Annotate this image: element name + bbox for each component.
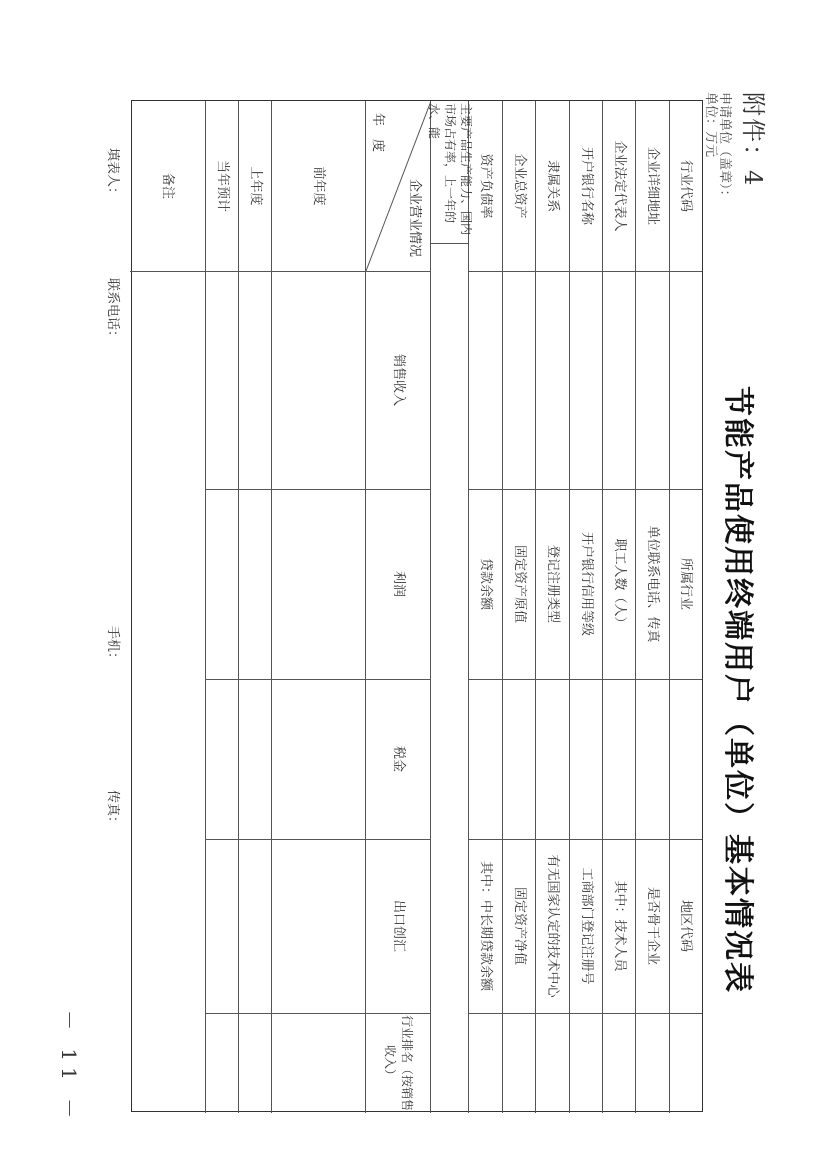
col-header-sales: 销售收入 (391, 353, 406, 406)
main-products-value[interactable] (431, 243, 469, 1113)
label-cell: 企业详细地址 (645, 146, 661, 225)
value-cell[interactable] (503, 271, 536, 489)
label-cell: 其中：技术人员 (612, 880, 627, 972)
label-cell: 有无国家认定的技术中心 (545, 854, 561, 998)
col-header-ranking: 行业排名（按销售收入） (383, 1014, 415, 1111)
value-cell[interactable] (670, 1013, 702, 1113)
value-cell[interactable] (536, 271, 570, 489)
col-header-export: 出口创汇 (391, 899, 406, 952)
label-cell: 企业总资产 (512, 153, 527, 219)
year-label: 当年预计 (215, 159, 230, 212)
unit-label: 单位：万元 (703, 92, 718, 158)
fax-label: 传真： (105, 790, 120, 830)
label-cell: 贷款余额 (478, 557, 494, 610)
page-number: － 11 － (57, 1010, 81, 1125)
label-cell: 资产负债率 (478, 153, 494, 219)
value-cell[interactable] (636, 1013, 670, 1113)
filler-label: 填表人： (105, 148, 120, 201)
value-cell[interactable] (536, 1013, 570, 1113)
year-label: 前年度 (311, 166, 327, 206)
col-header-tax: 税金 (391, 745, 406, 772)
value-cell[interactable] (670, 271, 702, 489)
applicant-label: 申请单位（盖章）： (717, 92, 732, 203)
label-cell: 是否骨干企业 (645, 886, 661, 965)
main-products-label (427, 101, 473, 245)
remarks-value[interactable] (130, 271, 206, 1113)
value-cell[interactable] (603, 271, 636, 489)
label-cell: 地区代码 (678, 899, 694, 952)
label-cell: 职工人数（人） (612, 538, 627, 630)
label-cell: 所属行业 (678, 557, 694, 610)
diagonal-bottom-label: 年 度 (370, 113, 385, 153)
label-cell: 开户银行名称 (579, 146, 594, 225)
label-cell: 企业法定代表人 (612, 140, 627, 232)
label-cell: 隶属关系 (545, 159, 561, 212)
value-cell[interactable] (570, 679, 603, 839)
value-cell[interactable] (670, 679, 702, 839)
value-cell[interactable] (469, 271, 503, 489)
contact-phone-label: 联系电话： (105, 278, 120, 344)
form-title: 节能产品使用终端用户（单位）基本情况表 (720, 386, 755, 994)
value-cell[interactable] (603, 679, 636, 839)
label-cell: 工商部门登记注册号 (579, 867, 594, 985)
label-cell: 其中：中长期贷款余额 (478, 860, 494, 991)
value-cell[interactable] (636, 679, 670, 839)
value-cell[interactable] (469, 679, 503, 839)
mobile-label: 手机： (105, 626, 120, 666)
remarks-label: 备注 (160, 172, 176, 199)
diagonal-top-label: 企业营业情况 (407, 179, 422, 258)
value-cell[interactable] (570, 271, 603, 489)
value-cell[interactable] (570, 1013, 603, 1113)
year-label: 上年度 (248, 166, 263, 206)
label-cell: 固定资产净值 (512, 886, 527, 965)
value-cell[interactable] (603, 1013, 636, 1113)
label-cell: 单位联系电话、传真 (645, 525, 661, 643)
value-cell[interactable] (503, 1013, 536, 1113)
col-header-profit: 利润 (391, 570, 406, 597)
value-cell[interactable] (636, 271, 670, 489)
label-cell: 固定资产原值 (512, 544, 527, 623)
value-cell[interactable] (536, 679, 570, 839)
label-cell: 登记注册类型 (545, 544, 561, 623)
value-cell[interactable] (503, 679, 536, 839)
label-cell: 行业代码 (678, 159, 694, 212)
value-cell[interactable] (469, 1013, 503, 1113)
annex-label: 附件：4 (739, 92, 767, 188)
main-products-text: 主要产品生产能力、国内市场占有率，上一年的水、能 (427, 103, 473, 236)
label-cell: 开户银行信用等级 (579, 531, 594, 636)
basic-info-table (131, 100, 703, 1112)
